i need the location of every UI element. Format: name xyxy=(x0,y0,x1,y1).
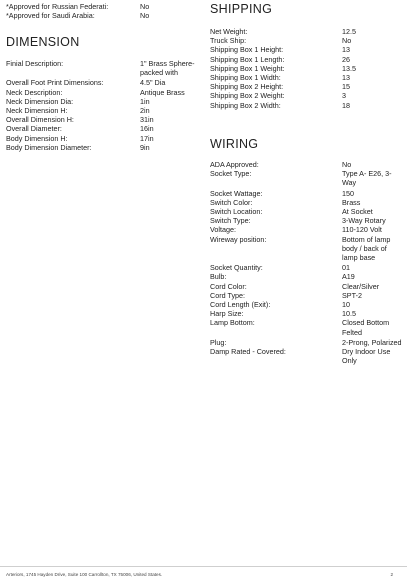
spec-label: Shipping Box 1 Length: xyxy=(210,54,285,64)
wiring-list xyxy=(210,160,402,365)
spec-label: Voltage: xyxy=(210,225,236,235)
spec-row xyxy=(6,143,202,152)
dimension-list xyxy=(6,59,202,152)
spec-label: ADA Approved: xyxy=(210,160,259,169)
spec-row xyxy=(210,225,402,234)
spec-value: 17in xyxy=(140,133,154,143)
spec-value: 9in xyxy=(140,142,150,152)
spec-row xyxy=(210,64,402,73)
spec-row xyxy=(6,97,202,106)
spec-label: Net Weight: xyxy=(210,27,248,36)
spec-value: 1" Brass Sphere-packed with xyxy=(140,59,195,78)
spec-row xyxy=(210,263,402,272)
spec-row xyxy=(210,169,402,187)
spec-label: Shipping Box 1 Height: xyxy=(210,45,284,55)
spec-value: 12.5 xyxy=(342,27,356,36)
spec-label: Shipping Box 2 Width: xyxy=(210,100,281,110)
spec-value: 13.5 xyxy=(342,63,356,73)
spec-value: At Socket xyxy=(342,207,373,217)
spec-value: 3-Way Rotary xyxy=(342,216,386,226)
spec-row xyxy=(210,347,402,365)
spec-value: 13 xyxy=(342,73,350,83)
spec-value: Closed Bottom Felted xyxy=(342,318,390,337)
spec-value: Clear/Silver xyxy=(342,281,380,291)
page-footer xyxy=(0,566,407,582)
spec-value: Antique Brass xyxy=(140,87,185,97)
spec-label: Bulb: xyxy=(210,272,227,282)
spec-label: Cord Type: xyxy=(210,290,246,300)
spec-label: Neck Dimension Dia: xyxy=(6,96,74,106)
spec-label: Overall Dimension H: xyxy=(6,115,74,125)
spec-row xyxy=(210,282,402,291)
spec-row xyxy=(210,198,402,207)
spec-value: 1in xyxy=(140,96,150,106)
spec-value: No xyxy=(342,36,352,46)
dimension-heading: DIMENSION xyxy=(6,35,80,49)
spec-label: Cord Color: xyxy=(210,281,247,291)
spec-label: Switch Type: xyxy=(210,216,251,226)
spec-value: 2-Prong, Polarized xyxy=(342,337,402,347)
spec-row xyxy=(210,300,402,309)
shipping-heading: SHIPPING xyxy=(210,2,273,16)
spec-row xyxy=(210,235,402,263)
spec-value: 2in xyxy=(140,106,150,116)
spec-row xyxy=(210,338,402,347)
spec-row xyxy=(210,207,402,216)
spec-row xyxy=(210,189,402,198)
spec-value: Type A- E26, 3-Way xyxy=(342,169,392,188)
spec-value: SPT-2 xyxy=(342,290,362,300)
spec-value: Brass xyxy=(342,197,361,207)
spec-value: 13 xyxy=(342,45,350,55)
spec-label: Neck Description: xyxy=(6,87,63,97)
spec-label: Plug: xyxy=(210,337,227,347)
spec-value: No xyxy=(140,2,150,11)
spec-value: 3 xyxy=(342,91,346,101)
spec-row xyxy=(210,216,402,225)
spec-label: Lamp Bottom: xyxy=(210,318,255,328)
spec-row xyxy=(210,272,402,281)
spec-value: 15 xyxy=(342,82,350,92)
spec-value: 26 xyxy=(342,54,350,64)
spec-value: No xyxy=(342,160,352,169)
spec-label: Wireway position: xyxy=(210,234,267,244)
spec-row xyxy=(6,78,202,87)
approvals-list xyxy=(6,2,202,20)
spec-value: A19 xyxy=(342,272,355,282)
spec-value: 01 xyxy=(342,263,350,273)
spec-row xyxy=(210,309,402,318)
spec-value: 18 xyxy=(342,100,350,110)
spec-label: Switch Color: xyxy=(210,197,253,207)
spec-label: *Approved for Russian Federati: xyxy=(6,2,109,11)
spec-row xyxy=(6,115,202,124)
spec-label: Overall Diameter: xyxy=(6,124,62,134)
spec-row xyxy=(210,73,402,82)
spec-row xyxy=(6,59,202,77)
spec-label: Overall Foot Print Dimensions: xyxy=(6,78,104,88)
spec-value: 10 xyxy=(342,300,350,310)
spec-row xyxy=(210,27,402,36)
spec-row xyxy=(210,101,402,110)
spec-value: 110-120 Volt xyxy=(342,225,382,235)
spec-row xyxy=(6,106,202,115)
spec-label: Socket Type: xyxy=(210,169,252,179)
spec-row xyxy=(210,291,402,300)
spec-label: *Approved for Saudi Arabia: xyxy=(6,11,95,21)
shipping-list xyxy=(210,27,402,110)
spec-row xyxy=(210,82,402,91)
spec-row xyxy=(210,91,402,100)
spec-row xyxy=(6,88,202,97)
wiring-heading: WIRING xyxy=(210,137,259,151)
spec-value: 16in xyxy=(140,124,154,134)
spec-label: Damp Rated - Covered: xyxy=(210,347,286,357)
spec-row xyxy=(6,134,202,143)
spec-label: Cord Length (Exit): xyxy=(210,300,271,310)
spec-label: Body Dimension Diameter: xyxy=(6,142,92,152)
spec-label: Shipping Box 2 Height: xyxy=(210,82,284,92)
spec-value: Dry Indoor Use Only xyxy=(342,347,391,366)
spec-label: Shipping Box 1 Weight: xyxy=(210,63,285,73)
spec-value: No xyxy=(140,11,150,21)
spec-row xyxy=(6,11,202,20)
spec-label: Truck Ship: xyxy=(210,36,247,46)
spec-label: Neck Dimension H: xyxy=(6,106,68,116)
spec-row xyxy=(6,124,202,133)
spec-label: Socket Wattage: xyxy=(210,188,263,198)
spec-row xyxy=(6,2,202,11)
spec-label: Socket Quantity: xyxy=(210,263,263,273)
spec-label: Harp Size: xyxy=(210,309,244,319)
spec-row xyxy=(210,45,402,54)
spec-label: Shipping Box 1 Width: xyxy=(210,73,281,83)
spec-value: 31in xyxy=(140,115,154,125)
spec-value: 4.5" Dia xyxy=(140,78,166,88)
spec-row xyxy=(210,55,402,64)
spec-label: Finial Description: xyxy=(6,59,64,68)
footer-address: Arteriors, 1745 Hayden Drive, Suite 100 Carrollton, TX 75006, United States. xyxy=(6,572,163,577)
spec-row xyxy=(210,36,402,45)
spec-label: Shipping Box 2 Weight: xyxy=(210,91,285,101)
spec-label: Body Dimension H: xyxy=(6,133,68,143)
spec-label: Switch Location: xyxy=(210,207,263,217)
spec-value: 150 xyxy=(342,188,354,198)
spec-value: Bottom of lamp body / back of lamp base xyxy=(342,234,391,263)
page-number: 2 xyxy=(390,572,393,577)
spec-row xyxy=(210,160,402,169)
spec-value: 10.5 xyxy=(342,309,356,319)
spec-row xyxy=(210,318,402,336)
